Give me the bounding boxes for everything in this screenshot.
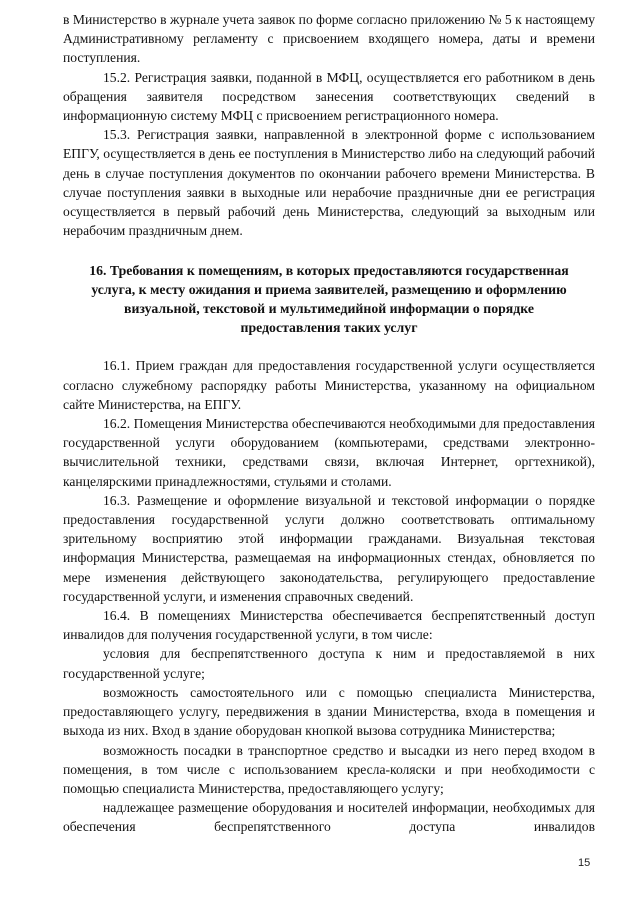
paragraph-16-2: 16.2. Помещения Министерства обеспечиваются необходимыми для предоставления государственной услуги оборудованием (компьютерами, средствами электронно-вычислительной техники, средствами связи, включая Интернет, оргтехникой), канцелярскими принадлежностями, стульями и столами. [63, 416, 595, 489]
paragraph-16-1: 16.1. Прием граждан для предоставления государственной услуги осуществляется согласно служебному распорядку работы Министерства, указанному на официальном сайте Министерства, на ЕПГУ. [63, 358, 595, 412]
heading-line-1: 16. Требования к помещениям, в которых предоставляются государственная [89, 263, 569, 279]
document-page [63, 10, 595, 837]
list-item-equipment: надлежащее размещение оборудования и носителей информации, необходимых для обеспечения беспрепятственного доступа инвалидов [63, 800, 595, 835]
list-item-transport: возможность посадки в транспортное средство и высадки из него перед входом в помещения, в том числе с использованием кресла-коляски и при необходимости с помощью специалиста Министерства, предоставляющего услугу; [63, 742, 595, 796]
heading-line-2: услуга, к месту ожидания и приема заявителей, размещению и оформлению [91, 282, 567, 298]
paragraph-15-2: 15.2. Регистрация заявки, поданной в МФЦ, осуществляется его работником в день обращения заявителя посредством занесения соответствующих сведений в информационную систему МФЦ с присвоением регистрационного номера. [63, 69, 595, 124]
paragraph-15-3: 15.3. Регистрация заявки, направленной в электронной форме с использованием ЕПГУ, осуществляется в день ее поступления в Министерство либо на следующий рабочий день в случае поступления документов по окончании рабочего времени Министерства. В случае поступления заявки в выходные или нерабочие праздничные дни ее регистрация осуществляется в первый рабочий день Министерства, следующий за выходным или нерабочим праздничным днем. [63, 127, 595, 239]
paragraph-16-3: 16.3. Размещение и оформление визуальной и текстовой информации о порядке предоставления государственной услуги должно соответствовать оптимальному зрительному восприятию этой информации гражданами. Визуальная текстовая информация Министерства, размещаемая на информационных стендах, обновляется по мере изменения действующего законодательства, регулирующего предоставление государственной услуги, и изменения справочных сведений. [63, 492, 595, 604]
paragraphs-top [63, 10, 595, 240]
paragraph-16-4: 16.4. В помещениях Министерства обеспечивается беспрепятственный доступ инвалидов для получения государственной услуги, в том числе: [63, 608, 595, 643]
paragraphs-bottom [63, 356, 595, 836]
list-item-conditions: условия для беспрепятственного доступа к ним и предоставляемой в них государственной услуге; [63, 646, 595, 681]
page-number: 15 [578, 857, 591, 869]
heading-line-3: визуальной, текстовой и мультимедийной информации о порядке [124, 301, 534, 317]
section-heading-16 [63, 261, 595, 337]
paragraph-15-1-end: в Министерство в журнале учета заявок по форме согласно приложению № 5 к настоящему Административному регламенту с присвоением входящего номера, даты и времени поступления. [63, 12, 595, 66]
heading-line-4: предоставления таких услуг [240, 320, 418, 336]
list-item-movement: возможность самостоятельного или с помощью специалиста Министерства, предоставляющего услугу, передвижения в здании Министерства, входа в помещения и выхода из них. Вход в здание оборудован кнопкой вызова сотрудника Министерства; [63, 684, 595, 739]
